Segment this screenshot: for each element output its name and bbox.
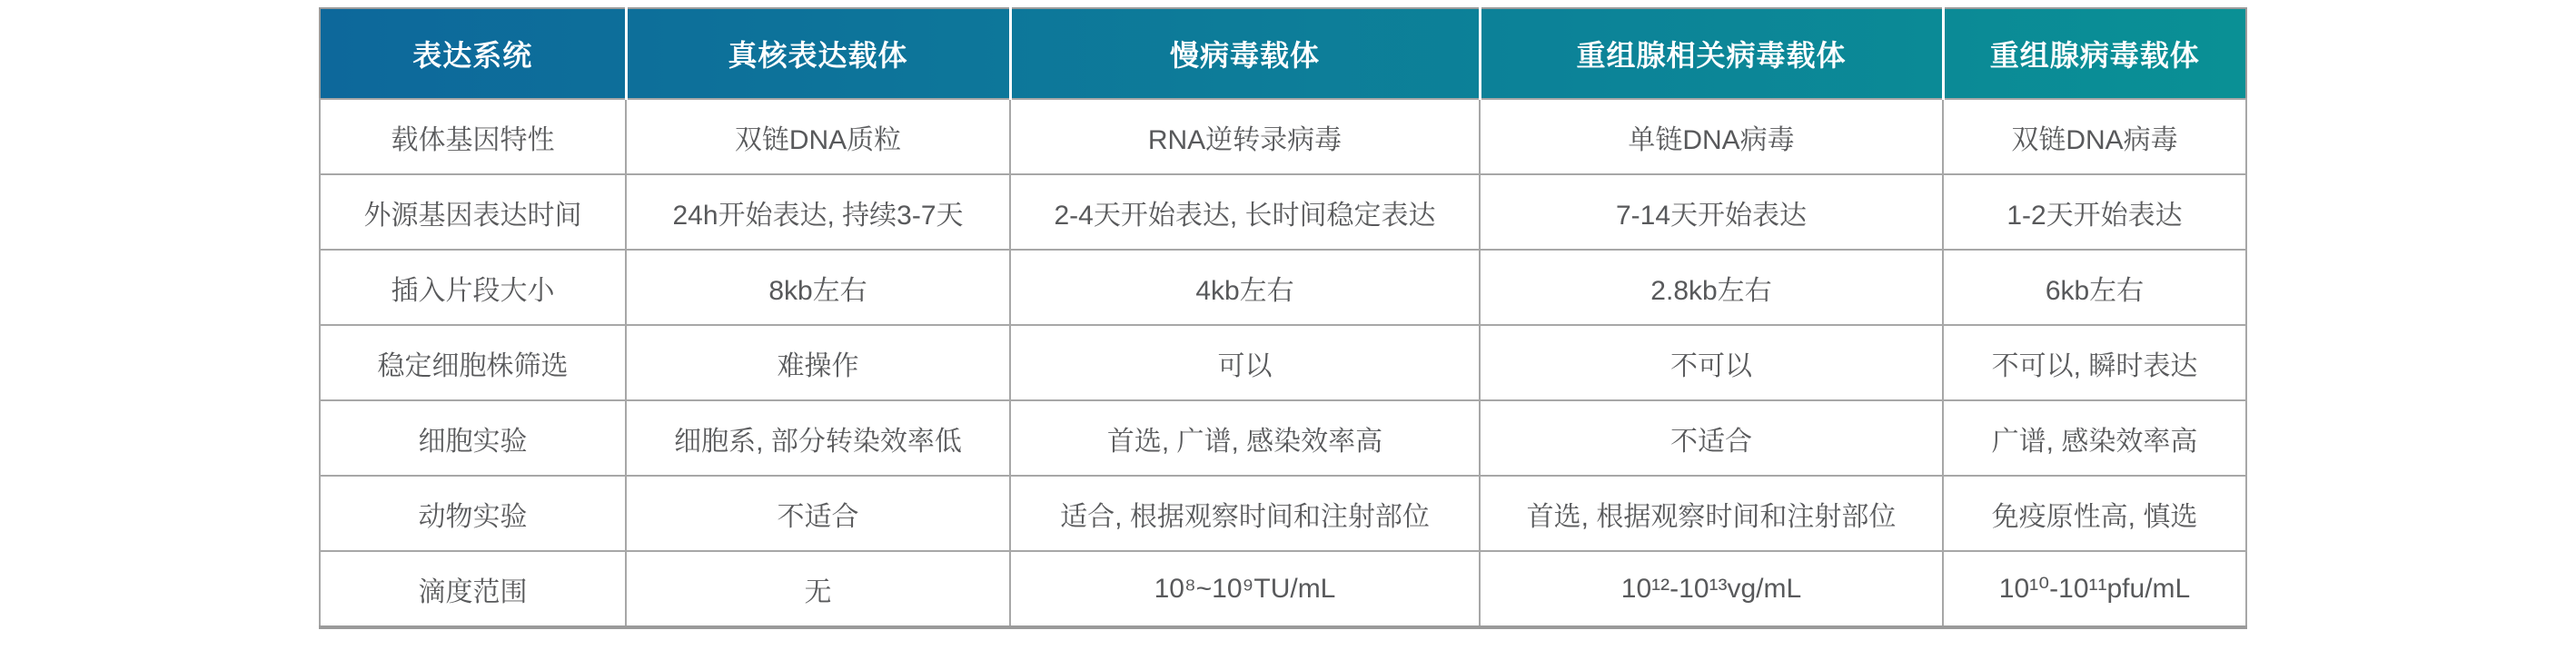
table-row-stable-cell-line — [320, 325, 2246, 400]
table-cell: 细胞系, 部分转染效率低 — [626, 400, 1010, 476]
row-label: 稳定细胞株筛选 — [320, 325, 626, 400]
table-cell: 24h开始表达, 持续3-7天 — [626, 174, 1010, 250]
table-cell: 10¹²-10¹³vg/mL — [1480, 551, 1943, 627]
table-cell: 难操作 — [626, 325, 1010, 400]
table-cell: 广谱, 感染效率高 — [1943, 400, 2246, 476]
comparison-table — [319, 7, 2247, 629]
table-cell: 不适合 — [626, 476, 1010, 551]
header-recombinant-adenovirus-vector: 重组腺病毒载体 — [1989, 39, 2200, 72]
row-label: 插入片段大小 — [320, 250, 626, 325]
table-cell: 10⁸~10⁹TU/mL — [1010, 551, 1480, 627]
table-cell: 单链DNA病毒 — [1480, 99, 1943, 174]
table-cell: 可以 — [1010, 325, 1480, 400]
row-label: 载体基因特性 — [320, 99, 626, 174]
table-cell: 首选, 根据观察时间和注射部位 — [1480, 476, 1943, 551]
table-row-animal-experiment — [320, 476, 2246, 551]
header-row — [320, 8, 2246, 99]
expression-system-comparison — [319, 7, 2247, 629]
table-cell: 不适合 — [1480, 400, 1943, 476]
table-row-cell-experiment — [320, 400, 2246, 476]
table-cell: 免疫原性高, 慎选 — [1943, 476, 2246, 551]
table-cell: 2.8kb左右 — [1480, 250, 1943, 325]
row-label: 动物实验 — [320, 476, 626, 551]
table-cell: 1-2天开始表达 — [1943, 174, 2246, 250]
header-recombinant-aav-vector: 重组腺相关病毒载体 — [1480, 8, 1943, 99]
table-cell: 10¹⁰-10¹¹pfu/mL — [1943, 551, 2246, 627]
table-cell: 适合, 根据观察时间和注射部位 — [1010, 476, 1480, 551]
table-cell: 不可以 — [1480, 325, 1943, 400]
header-expression-system: 表达系统 — [320, 8, 626, 99]
table-cell: 双链DNA病毒 — [1943, 99, 2246, 174]
row-label: 滴度范围 — [320, 551, 626, 627]
table-cell: 7-14天开始表达 — [1480, 174, 1943, 250]
table-row-titer-range — [320, 551, 2246, 627]
table-header — [320, 8, 2246, 99]
table-cell: 不可以, 瞬时表达 — [1943, 325, 2246, 400]
table-cell: RNA逆转录病毒 — [1010, 99, 1480, 174]
header-eukaryotic-expression-vector: 真核表达载体 — [626, 8, 1010, 99]
table-cell: 无 — [626, 551, 1010, 627]
table-cell: 2-4天开始表达, 长时间稳定表达 — [1010, 174, 1480, 250]
table-cell: 6kb左右 — [1943, 250, 2246, 325]
table-cell: 8kb左右 — [626, 250, 1010, 325]
table-cell: 4kb左右 — [1010, 250, 1480, 325]
table-cell: 首选, 广谱, 感染效率高 — [1010, 400, 1480, 476]
row-label: 细胞实验 — [320, 400, 626, 476]
header-lentivirus-vector: 慢病毒载体 — [1010, 8, 1480, 99]
table-row-insert-size — [320, 250, 2246, 325]
table-row-vector-gene-traits — [320, 99, 2246, 174]
table-body — [320, 99, 2246, 627]
table-row-expression-time — [320, 174, 2246, 250]
table-cell: 双链DNA质粒 — [626, 99, 1010, 174]
row-label: 外源基因表达时间 — [320, 174, 626, 250]
